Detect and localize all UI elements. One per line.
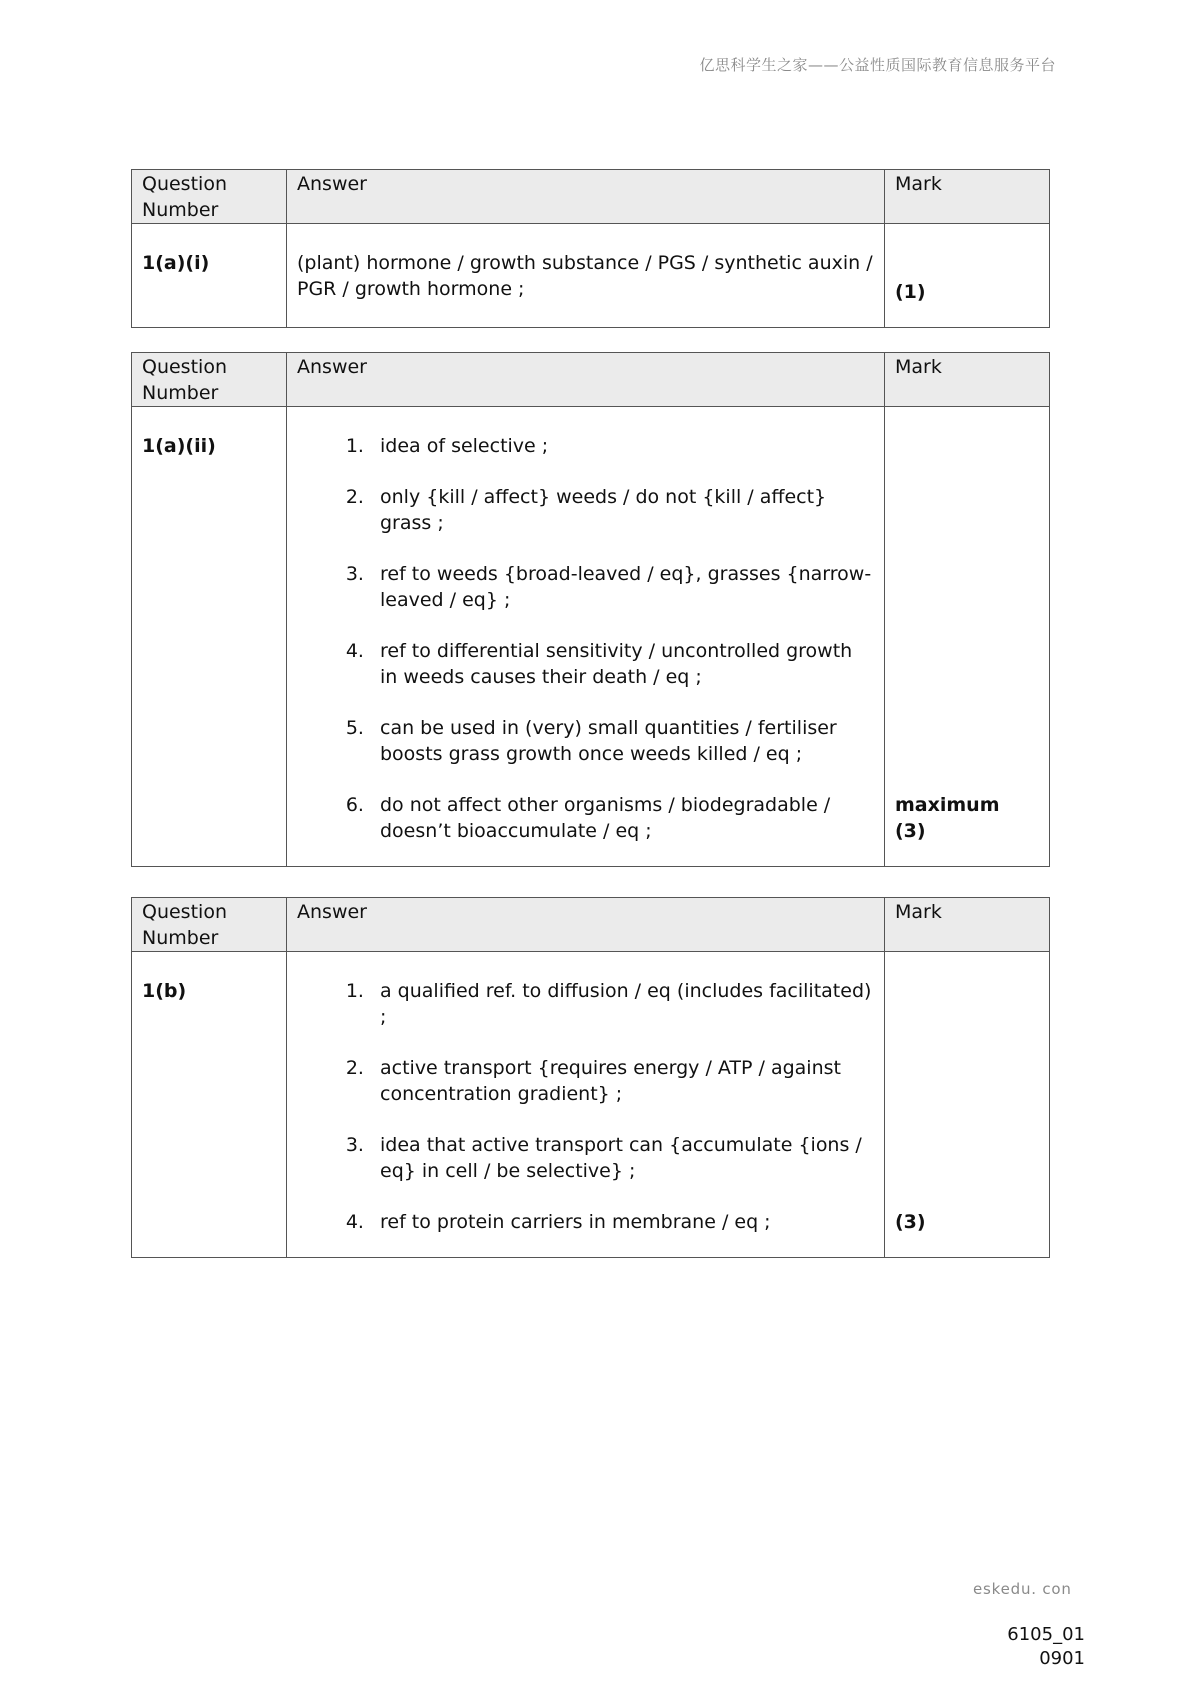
answer-points-list bbox=[287, 952, 884, 1257]
header-mark: Mark bbox=[885, 898, 1050, 952]
answer-cell: (plant) hormone / growth substance / PGS / synthetic auxin / PGR / growth hormone ; bbox=[287, 224, 885, 328]
list-item: 2. active transport {requires energy / ATP / against concentration gradient} ; bbox=[370, 1055, 874, 1107]
table-row bbox=[132, 407, 1050, 867]
header-question-number: Question Number bbox=[132, 898, 287, 952]
list-item: 3. ref to weeds {broad-leaved / eq}, grasses {narrow-leaved / eq} ; bbox=[370, 561, 874, 613]
header-question-number: Question Number bbox=[132, 353, 287, 407]
paper-code-line-1: 6105_01 bbox=[1007, 1624, 1085, 1645]
list-item: 5. can be used in (very) small quantities / fertiliser boosts grass growth once weeds killed / eq ; bbox=[370, 715, 874, 767]
table-row bbox=[132, 224, 1050, 328]
list-item: 1. idea of selective ; bbox=[370, 433, 874, 459]
question-number-cell: 1(a)(i) bbox=[132, 224, 287, 328]
header-answer: Answer bbox=[287, 170, 885, 224]
list-item: 2. only {kill / affect} weeds / do not {kill / affect} grass ; bbox=[370, 484, 874, 536]
mark-value: (1) bbox=[895, 281, 926, 303]
paper-code-line-2: 0901 bbox=[1039, 1648, 1085, 1669]
mark-cell bbox=[885, 407, 1050, 867]
mark-table-1a-i bbox=[131, 169, 1050, 328]
mark-value: maximum (3) bbox=[895, 794, 1000, 842]
mark-cell bbox=[885, 952, 1050, 1258]
header-site-text: 亿思科学生之家——公益性质国际教育信息服务平台 bbox=[699, 56, 1056, 74]
answer-cell bbox=[287, 952, 885, 1258]
table-header-row bbox=[132, 353, 1050, 407]
table-header-row bbox=[132, 170, 1050, 224]
mark-value: (3) bbox=[895, 1211, 926, 1233]
answer-points-list bbox=[287, 407, 884, 866]
footer-brand: eskedu. con bbox=[973, 1580, 1072, 1598]
mark-table-1a-ii bbox=[131, 352, 1050, 867]
header-answer: Answer bbox=[287, 353, 885, 407]
mark-table-1b bbox=[131, 897, 1050, 1258]
question-number-cell: 1(b) bbox=[132, 952, 287, 1258]
list-item: 6. do not affect other organisms / biodegradable / doesn’t bioaccumulate / eq ; bbox=[370, 792, 874, 844]
question-number-cell: 1(a)(ii) bbox=[132, 407, 287, 867]
list-item: 4. ref to differential sensitivity / uncontrolled growth in weeds causes their death / eq ; bbox=[370, 638, 874, 690]
mark-cell bbox=[885, 224, 1050, 328]
table-row bbox=[132, 952, 1050, 1258]
header-mark: Mark bbox=[885, 170, 1050, 224]
header-mark: Mark bbox=[885, 353, 1050, 407]
answer-cell bbox=[287, 407, 885, 867]
list-item: 3. idea that active transport can {accumulate {ions / eq} in cell / be selective} ; bbox=[370, 1132, 874, 1184]
header-answer: Answer bbox=[287, 898, 885, 952]
header-question-number: Question Number bbox=[132, 170, 287, 224]
list-item: 1. a qualified ref. to diffusion / eq (includes facilitated) ; bbox=[370, 978, 874, 1030]
paper-code bbox=[1007, 1623, 1085, 1671]
table-header-row bbox=[132, 898, 1050, 952]
list-item: 4. ref to protein carriers in membrane / eq ; bbox=[370, 1209, 874, 1235]
